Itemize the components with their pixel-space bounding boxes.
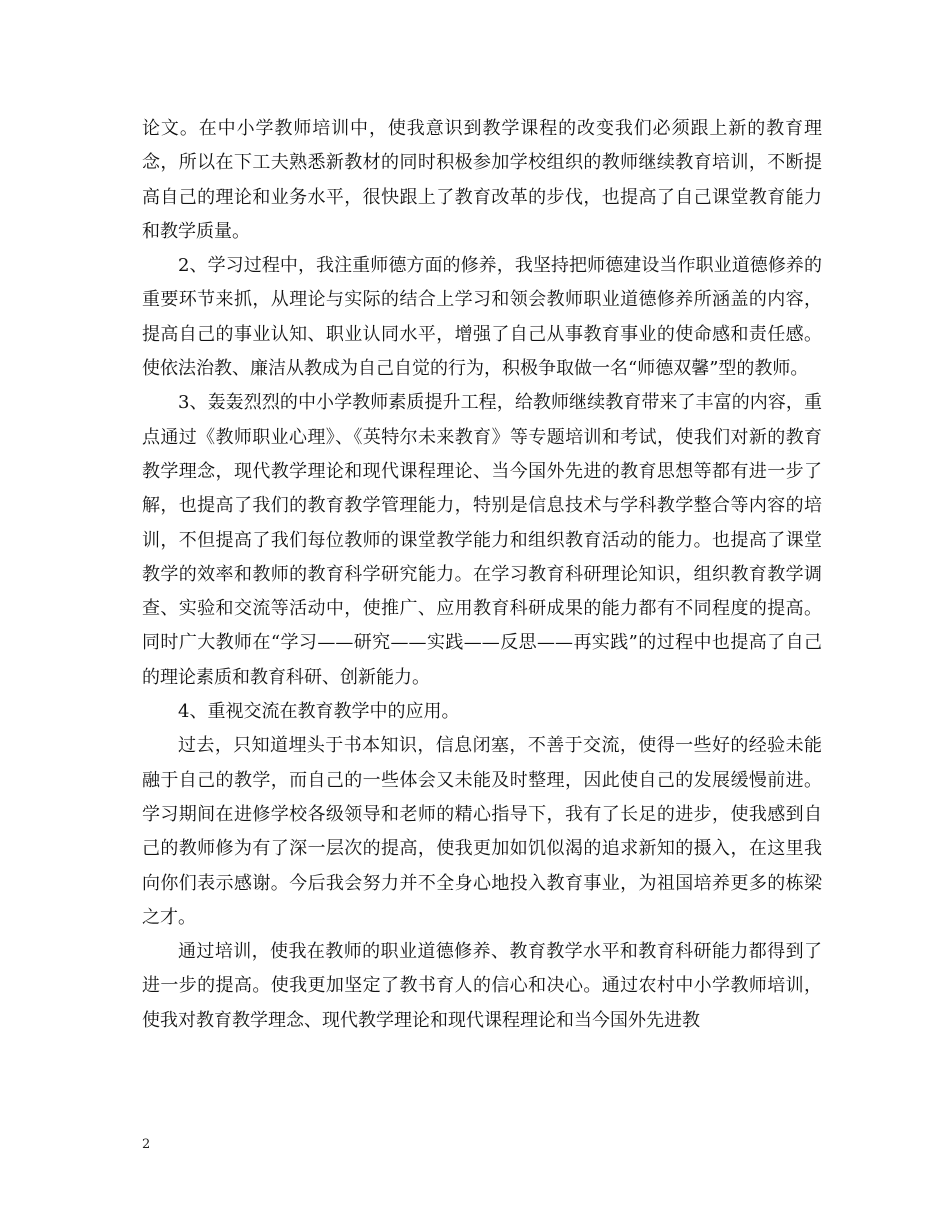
paragraph-2: 2、学习过程中，我注重师德方面的修养，我坚持把师德建设当作职业道德修养的重要环节来抓，从理论与实际的结合上学习和领会教师职业道德修养所涵盖的内容，提高自己的事业认知、职业认同水平，增强了自己从事教育事业的使命感和责任感。使依法治教、廉洁从教成为自己自觉的行为，积极争取做一名“师德双馨”型的教师。 xyxy=(142,255,822,380)
paragraph-1: 论文。在中小学教师培训中，使我意识到教学课程的改变我们必须跟上新的教育理念，所以在下工夫熟悉新教材的同时积极参加学校组织的教师继续教育培训，不断提高自己的理论和业务水平，很快跟上了教育改革的步伐，也提高了自己课堂教育能力和教学质量。 xyxy=(142,118,822,242)
paragraph-3: 3、轰轰烈烈的中小学教师素质提升工程，给教师继续教育带来了丰富的内容，重点通过《教师职业心理》、《英特尔未来教育》等专题培训和考试，使我们对新的教育教学理念，现代教学理论和现代课程理论、当今国外先进的教育思想等都有进一步了解，也提高了我们的教育教学管理能力，特别是信息技术与学科教学整合等内容的培训，不但提高了我们每位教师的课堂教学能力和组织教育活动的能力。也提高了课堂教学的效率和教师的教育科学研究能力。在学习教育科研理论知识，组织教育教学调查、实验和交流等活动中，使推广、应用教育科研成果的能力都有不同程度的提高。同时广大教师在“学习——研究——实践——反思——再实践”的过程中也提高了自己的理论素质和教育科研、创新能力。 xyxy=(142,392,822,688)
paragraph-4: 4、重视交流在教育教学中的应用。 xyxy=(178,701,460,723)
paragraph-6: 通过培训，使我在教师的职业道德修养、教育教学水平和教育科研能力都得到了进一步的提高。使我更加坚定了教书育人的信心和决心。通过农村中小学教师培训，使我对教育教学理念、现代教学理论和现代课程理论和当今国外先进教 xyxy=(142,941,822,1031)
page-number: 2 xyxy=(142,1137,151,1152)
paragraph-5: 过去，只知道埋头于书本知识，信息闭塞，不善于交流，使得一些好的经验未能融于自己的教学，而自己的一些体会又未能及时整理，因此使自己的发展缓慢前进。学习期间在进修学校各级领导和老师的精心指导下，我有了长足的进步，使我感到自己的教师修为有了深一层次的提高，使我更加如饥似渴的追求新知的摄入，在这里我向你们表示感谢。今后我会努力并不全身心地投入教育事业，为祖国培养更多的栋梁之才。 xyxy=(142,735,822,928)
document-body xyxy=(142,112,822,1038)
